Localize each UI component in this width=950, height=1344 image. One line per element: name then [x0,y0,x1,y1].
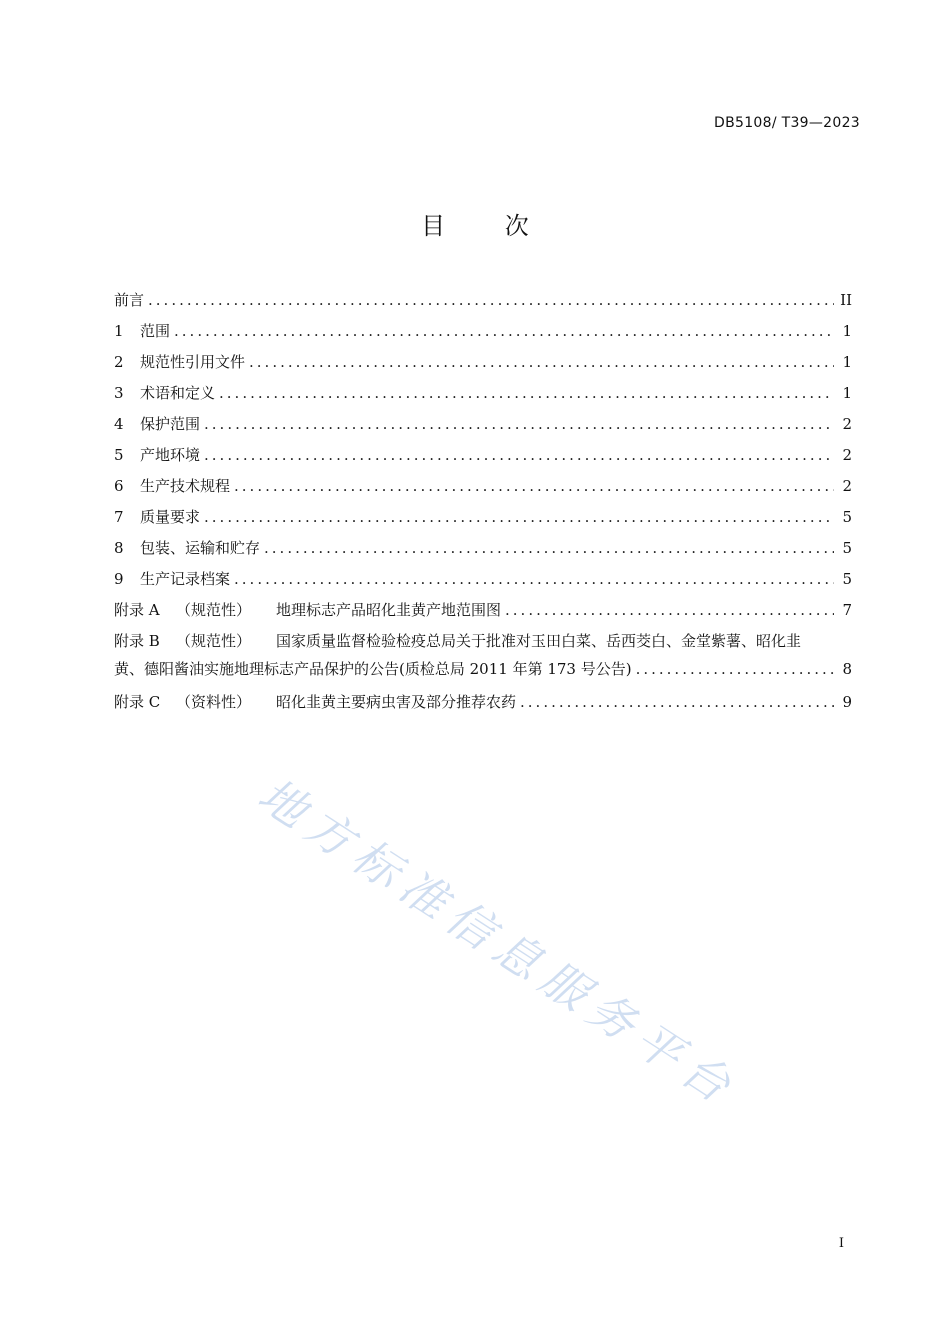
toc-page-number: 5 [842,570,852,588]
toc-number: 9 [114,570,124,588]
footer-page-number: I [838,1236,844,1251]
toc-label-line1: 国家质量监督检验检疫总局关于批准对玉田白菜、岳西茭白、金堂紫薯、昭化韭 [276,632,802,650]
toc-entry-8[interactable] [114,534,852,565]
toc-page-number: 7 [842,601,852,619]
appendix-type: （资料性） [176,693,252,711]
toc-label-line2: 黄、德阳酱油实施地理标志产品保护的公告(质检总局 2011 年第 173 号公告) [114,660,632,678]
toc-label: 产地环境 [140,446,201,464]
page-title: 目 次 [421,212,555,240]
appendix-tag: 附录 B [114,632,160,650]
toc-leader-dots [505,596,834,624]
toc-leader-dots [636,655,834,683]
toc-leader-dots [204,503,834,531]
appendix-tag: 附录 C [114,693,161,711]
toc-leader-dots [249,348,834,376]
toc-label: 术语和定义 [140,384,216,402]
toc-leader-dots [234,472,834,500]
toc-leader-dots [520,688,834,716]
toc-number: 1 [114,322,124,340]
toc-number: 7 [114,508,124,526]
toc-number: 3 [114,384,124,402]
toc-label: 生产记录档案 [140,570,231,588]
toc-entry-4[interactable] [114,410,852,441]
toc-entry-appendix-a[interactable] [114,596,852,627]
toc-leader-dots [219,379,834,407]
toc-number: 8 [114,539,124,557]
appendix-type: （规范性） [176,601,252,619]
toc-number: 4 [114,415,124,433]
toc-entry-5[interactable] [114,441,852,472]
toc-label: 昭化韭黄主要病虫害及部分推荐农药 [276,693,517,711]
toc-number: 2 [114,353,124,371]
toc-page-number: 5 [842,508,852,526]
toc-leader-dots [204,410,834,438]
toc-page-number: 1 [842,353,852,371]
toc-leader-dots [148,286,834,314]
document-code: DB5108/ T39—2023 [714,115,860,131]
toc-label: 生产技术规程 [140,477,231,495]
toc-page-number: 1 [842,384,852,402]
toc-leader-dots [204,441,834,469]
toc-leader-dots [174,317,834,345]
toc-entry-3[interactable] [114,379,852,410]
toc-number: 6 [114,477,124,495]
toc-entry-2[interactable] [114,348,852,379]
toc-entry-appendix-c[interactable] [114,688,852,719]
toc-page-number: II [840,291,852,309]
toc-label: 质量要求 [140,508,201,526]
toc-page-number: 2 [842,446,852,464]
toc-leader-dots [264,534,834,562]
toc-page-number: 1 [842,322,852,340]
toc-entry-1[interactable] [114,317,852,348]
table-of-contents [114,286,852,719]
appendix-type: （规范性） [176,632,252,650]
toc-page-number: 2 [842,477,852,495]
toc-entry-foreword[interactable] [114,286,852,317]
appendix-tag: 附录 A [114,601,160,619]
toc-page-number: 5 [842,539,852,557]
toc-page-number: 2 [842,415,852,433]
toc-label: 范围 [140,322,171,340]
toc-entry-7[interactable] [114,503,852,534]
toc-entry-9[interactable] [114,565,852,596]
toc-page-number: 9 [842,693,852,711]
toc-label: 保护范围 [140,415,201,433]
toc-number: 5 [114,446,124,464]
toc-label: 地理标志产品昭化韭黄产地范围图 [276,601,502,619]
toc-leader-dots [234,565,834,593]
watermark: 地方标准信息服务平台 [248,767,748,1118]
toc-entry-6[interactable] [114,472,852,503]
toc-entry-appendix-b[interactable] [114,627,852,686]
toc-label: 前言 [114,291,145,309]
toc-page-number: 8 [842,660,852,678]
toc-label: 规范性引用文件 [140,353,246,371]
toc-label: 包装、运输和贮存 [140,539,261,557]
